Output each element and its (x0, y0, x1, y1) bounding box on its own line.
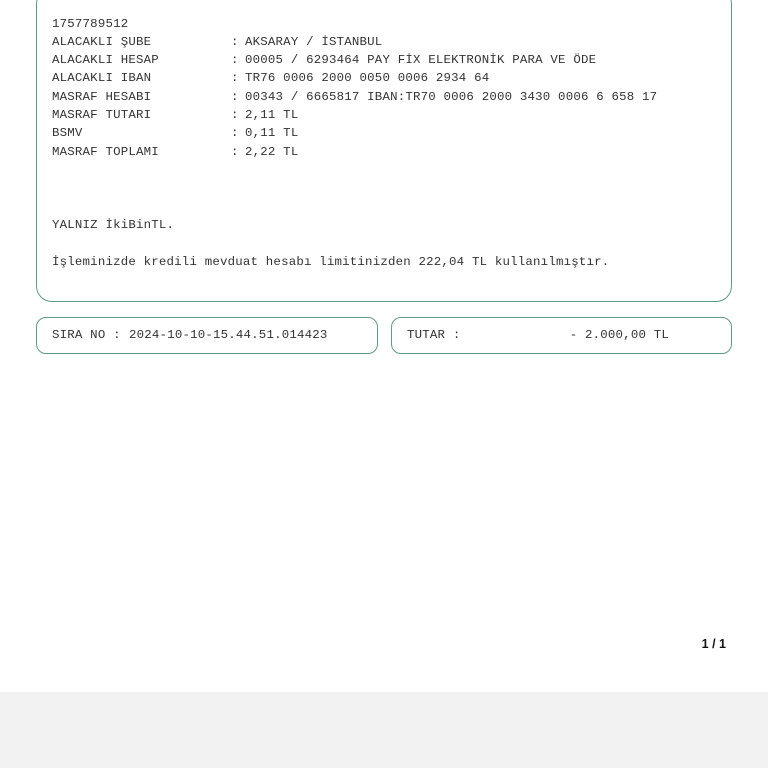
field-value-bsmv: 0,11 TL (245, 126, 299, 140)
page-indicator: 1 / 1 (701, 637, 726, 651)
field-value-alacakli-sube: AKSARAY / İSTANBUL (245, 35, 383, 49)
overdraft-note: İşleminizde kredili mevduat hesabı limitinizden 222,04 TL kullanılmıştır. (52, 255, 610, 269)
field-label-alacakli-sube: ALACAKLI ŞUBE (52, 35, 152, 49)
field-colon: : (231, 35, 239, 49)
field-label-masraf-hesabi: MASRAF HESABI (52, 90, 152, 104)
amount-in-words: YALNIZ İkiBinTL. (52, 218, 175, 232)
field-label-bsmv: BSMV (52, 126, 83, 140)
field-label-masraf-tutari: MASRAF TUTARI (52, 108, 152, 122)
field-colon: : (231, 53, 239, 67)
amount-box (391, 317, 732, 354)
sequence-number-value: 2024-10-10-15.44.51.014423 (129, 328, 328, 342)
receipt-details-box (36, 0, 732, 302)
field-label-masraf-toplami: MASRAF TOPLAMI (52, 145, 159, 159)
field-colon: : (231, 145, 239, 159)
field-colon: : (231, 90, 239, 104)
field-value-masraf-toplami: 2,22 TL (245, 145, 299, 159)
field-value-masraf-hesabi: 00343 / 6665817 IBAN:TR70 0006 2000 3430 0006 6 658 17 (245, 90, 658, 104)
reference-number: 1757789512 (52, 17, 129, 31)
field-colon: : (231, 108, 239, 122)
amount-label: TUTAR : (407, 328, 461, 342)
sequence-number-box (36, 317, 378, 354)
field-colon: : (231, 71, 239, 85)
field-value-masraf-tutari: 2,11 TL (245, 108, 299, 122)
field-label-alacakli-hesap: ALACAKLI HESAP (52, 53, 159, 67)
field-value-alacakli-iban: TR76 0006 2000 0050 0006 2934 64 (245, 71, 490, 85)
viewer-footer-bar (0, 692, 768, 768)
field-value-alacakli-hesap: 00005 / 6293464 PAY FİX ELEKTRONİK PARA VE ÖDE (245, 53, 597, 67)
sequence-number-label: SIRA NO : (52, 328, 121, 342)
amount-value: - 2.000,00 TL (569, 328, 669, 342)
field-label-alacakli-iban: ALACAKLI IBAN (52, 71, 152, 85)
field-colon: : (231, 126, 239, 140)
